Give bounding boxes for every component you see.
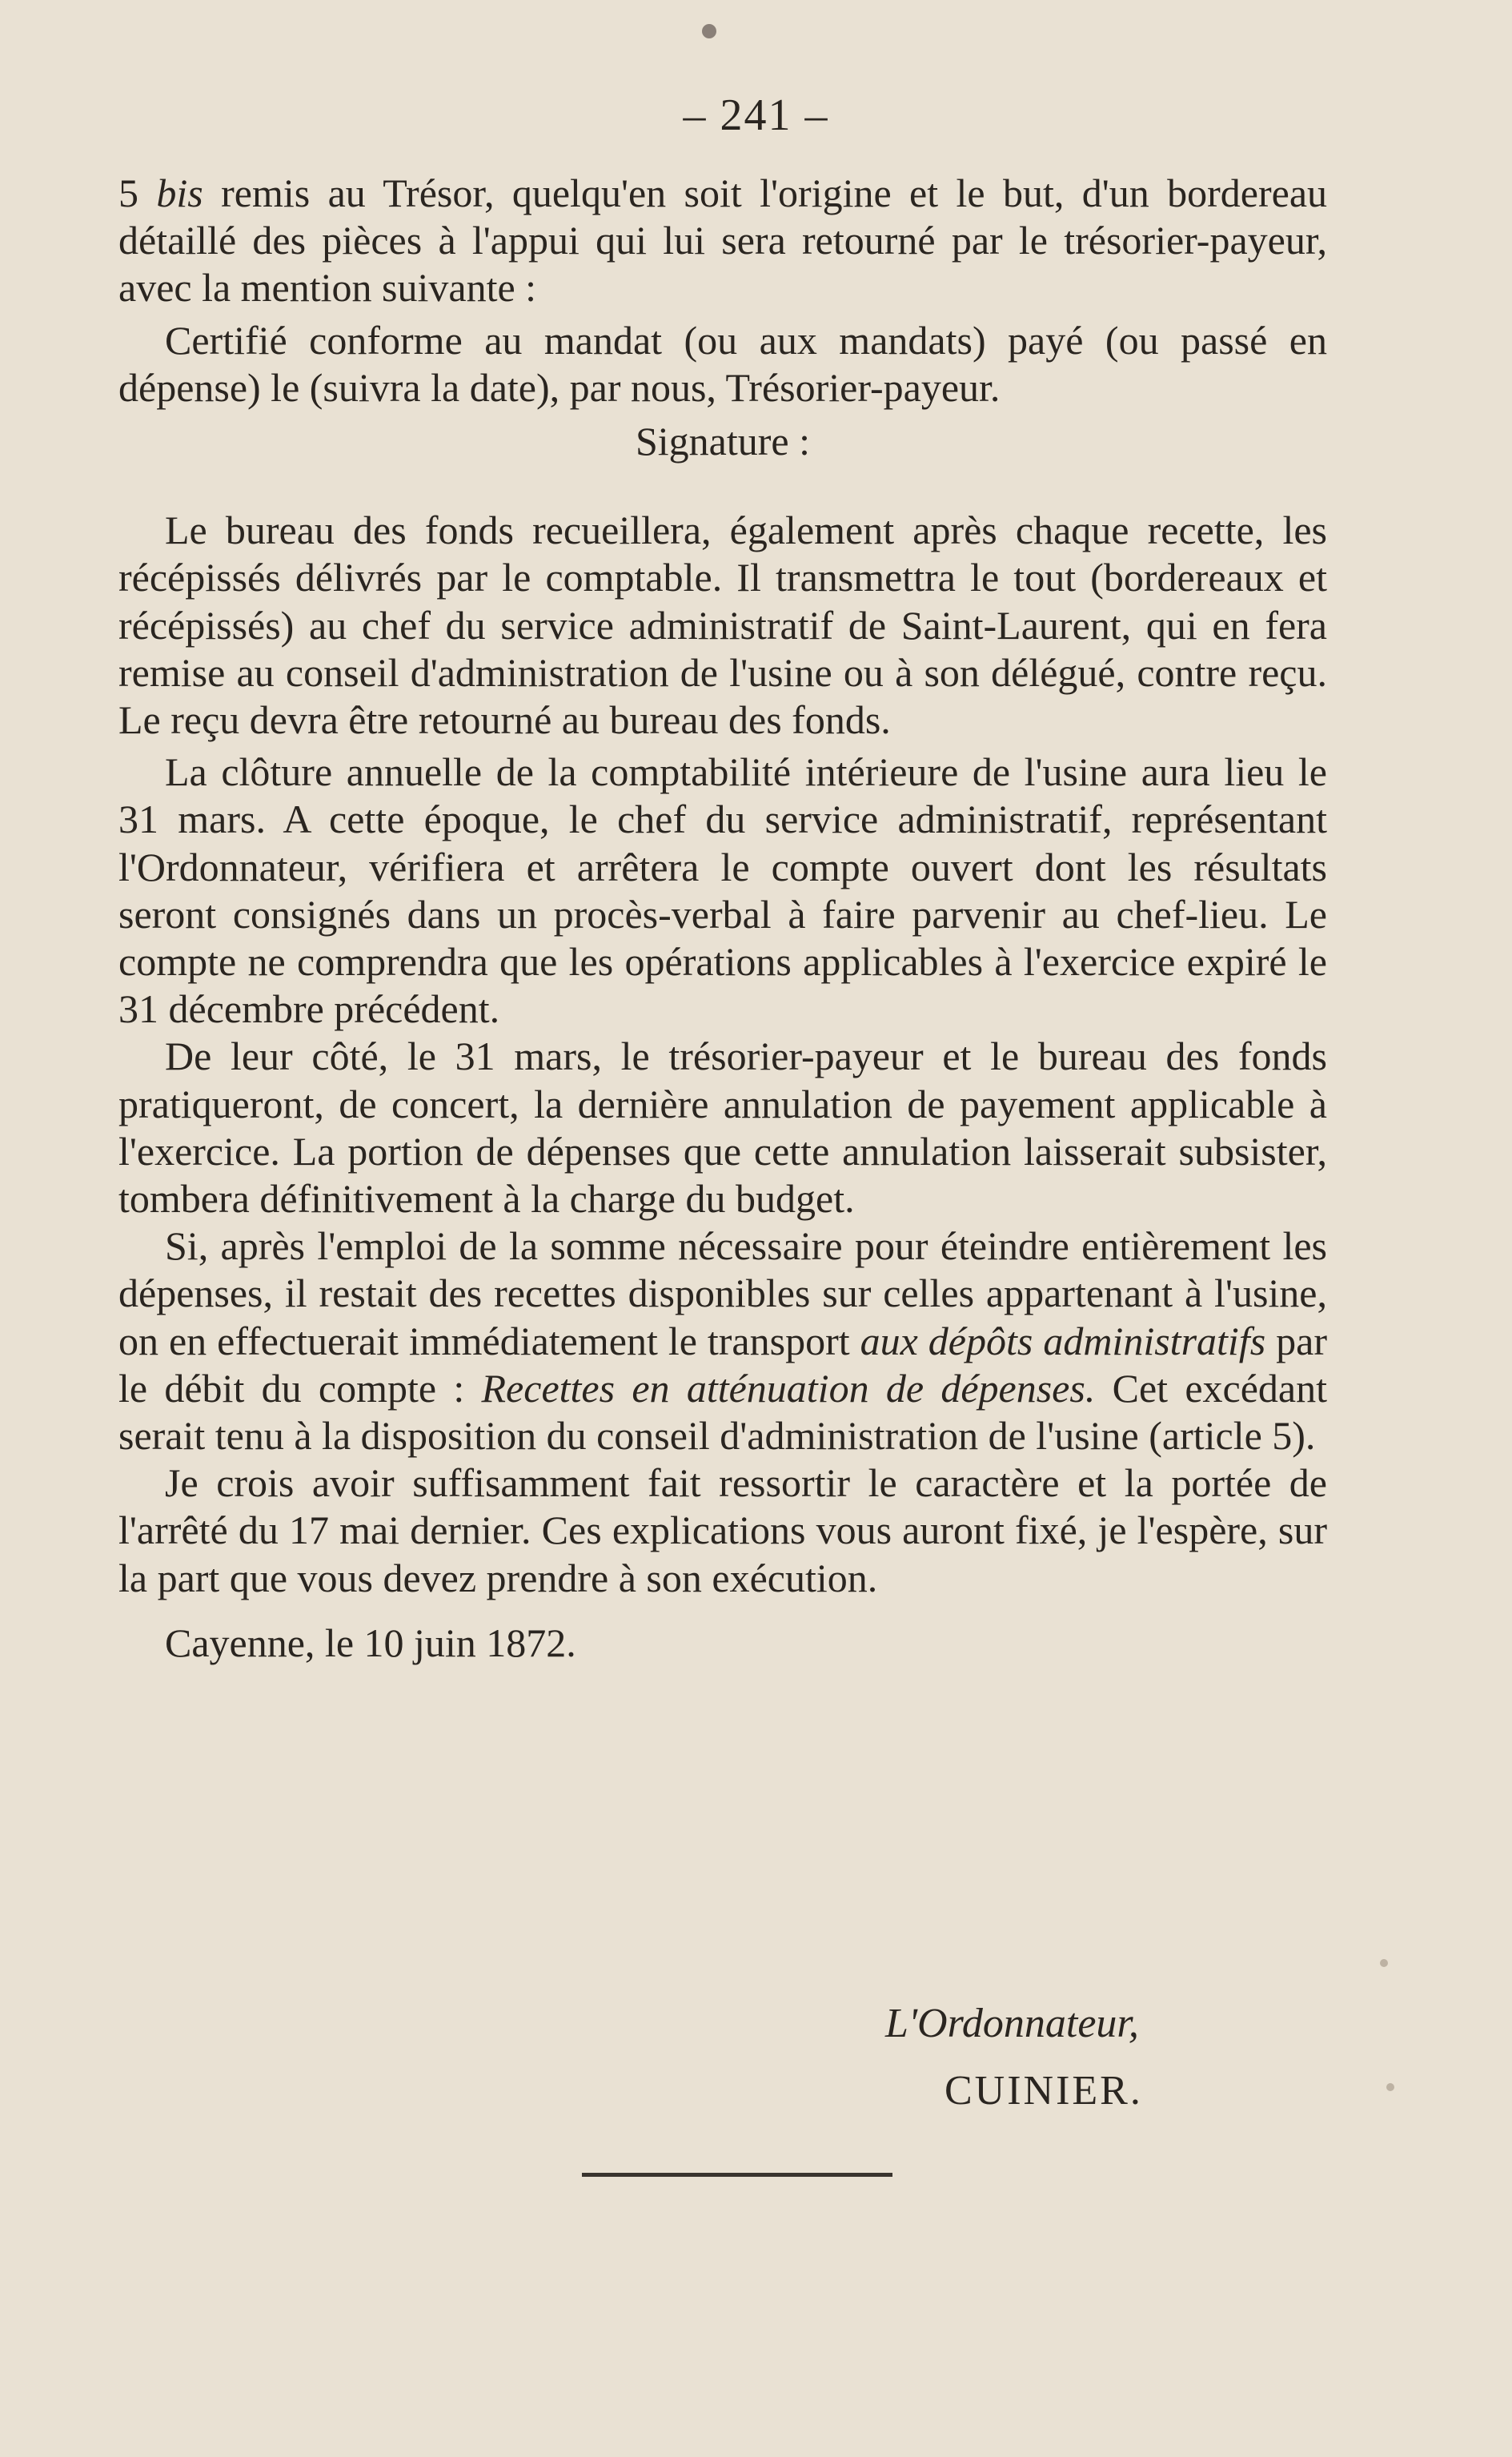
paragraph-tresorier [118,1033,1327,1222]
text-segment: Je crois avoir suffisamment fait ressortir le caractère et la portée de l'arrêté du 17 mai dernier. Ces explications vous auront fixé, je l'espère, sur la part que vous devez prendre à son exécution. [118,1460,1327,1600]
text-segment-italic: bis [156,171,203,215]
closing-rule [582,2173,892,2177]
paragraph-certification [118,317,1327,412]
text-segment: De leur côté, le 31 mars, le trésorier-payeur et le bureau des fonds pratiqueront, de concert, la dernière annulation de payement applicable à l'exercice. La portion de dépenses que cette annulation laisserait subsister, tombera définitivement à la charge du budget. [118,1034,1327,1222]
date-line [118,1620,1327,1667]
paragraph-conclusion [118,1459,1327,1602]
text-segment: Certifié conforme au mandat (ou aux mandats) payé (ou passé en dépense) le (suivra la date), par nous, Trésorier-payeur. [118,317,1327,410]
text-segment: par le débit du compte : [118,1318,1327,1411]
signature-label [118,418,1327,465]
text-segment: Signature : [635,419,811,464]
text-segment: Cayenne, le 10 juin 1872. [165,1620,576,1665]
signature-name: CUINIER. [944,2068,1143,2114]
text-segment: remis au Trésor, quelqu'en soit l'origine et le but, d'un bordereau détaillé des pièces à l'appui qui lui sera retourné par le trésorier-payeur, avec la mention suivante : [118,171,1328,311]
body-text [118,170,1327,1667]
text-segment-italic: Recettes en atténuation de dépenses. [481,1365,1096,1411]
paper-speck [1380,1959,1388,1967]
page-number: – 241 – [683,90,829,140]
paragraph-cloture [118,749,1327,1033]
text-segment-italic: aux dépôts administratifs [860,1318,1266,1363]
paragraph-bureau-fonds [118,507,1327,744]
paragraph-recettes [118,1222,1327,1459]
paper-speck [1386,2083,1394,2091]
ink-spot [702,24,716,38]
text-segment: La clôture annuelle de la comptabilité intérieure de l'usine aura lieu le 31 mars. A cette époque, le chef du service administratif, représentant l'Ordonnateur, vérifiera et arrêtera le compte ouvert dont les résultats seront consignés dans un procès-verbal à faire parvenir au chef-lieu. Le compte ne comprendra que les opérations applicables à l'exercice expiré le 31 décembre précédent. [118,749,1327,1032]
text-segment: Le bureau des fonds recueillera, également après chaque recette, les récépissés délivrés par le comptable. Il transmettra le tout (bordereaux et récépissés) au chef du service administratif de Saint-Laurent, qui en fera remise au conseil d'administration de l'usine ou à son délégué, contre reçu. Le reçu devra être retourné au bureau des fonds. [118,508,1327,743]
signature-title: L'Ordonnateur, [885,2001,1139,2046]
text-segment: 5 [118,171,157,215]
text-segment: Si, après l'emploi de la somme nécessaire pour éteindre entièrement les dépenses, il restait des recettes disponibles sur celles appartenant à l'usine, on en effectuerait immédiatement le transport [118,1223,1327,1363]
paragraph-continuation [118,170,1327,312]
text-segment: Cet excédant serait tenu à la disposition du conseil d'administration de l'usine (article 5). [118,1365,1327,1459]
